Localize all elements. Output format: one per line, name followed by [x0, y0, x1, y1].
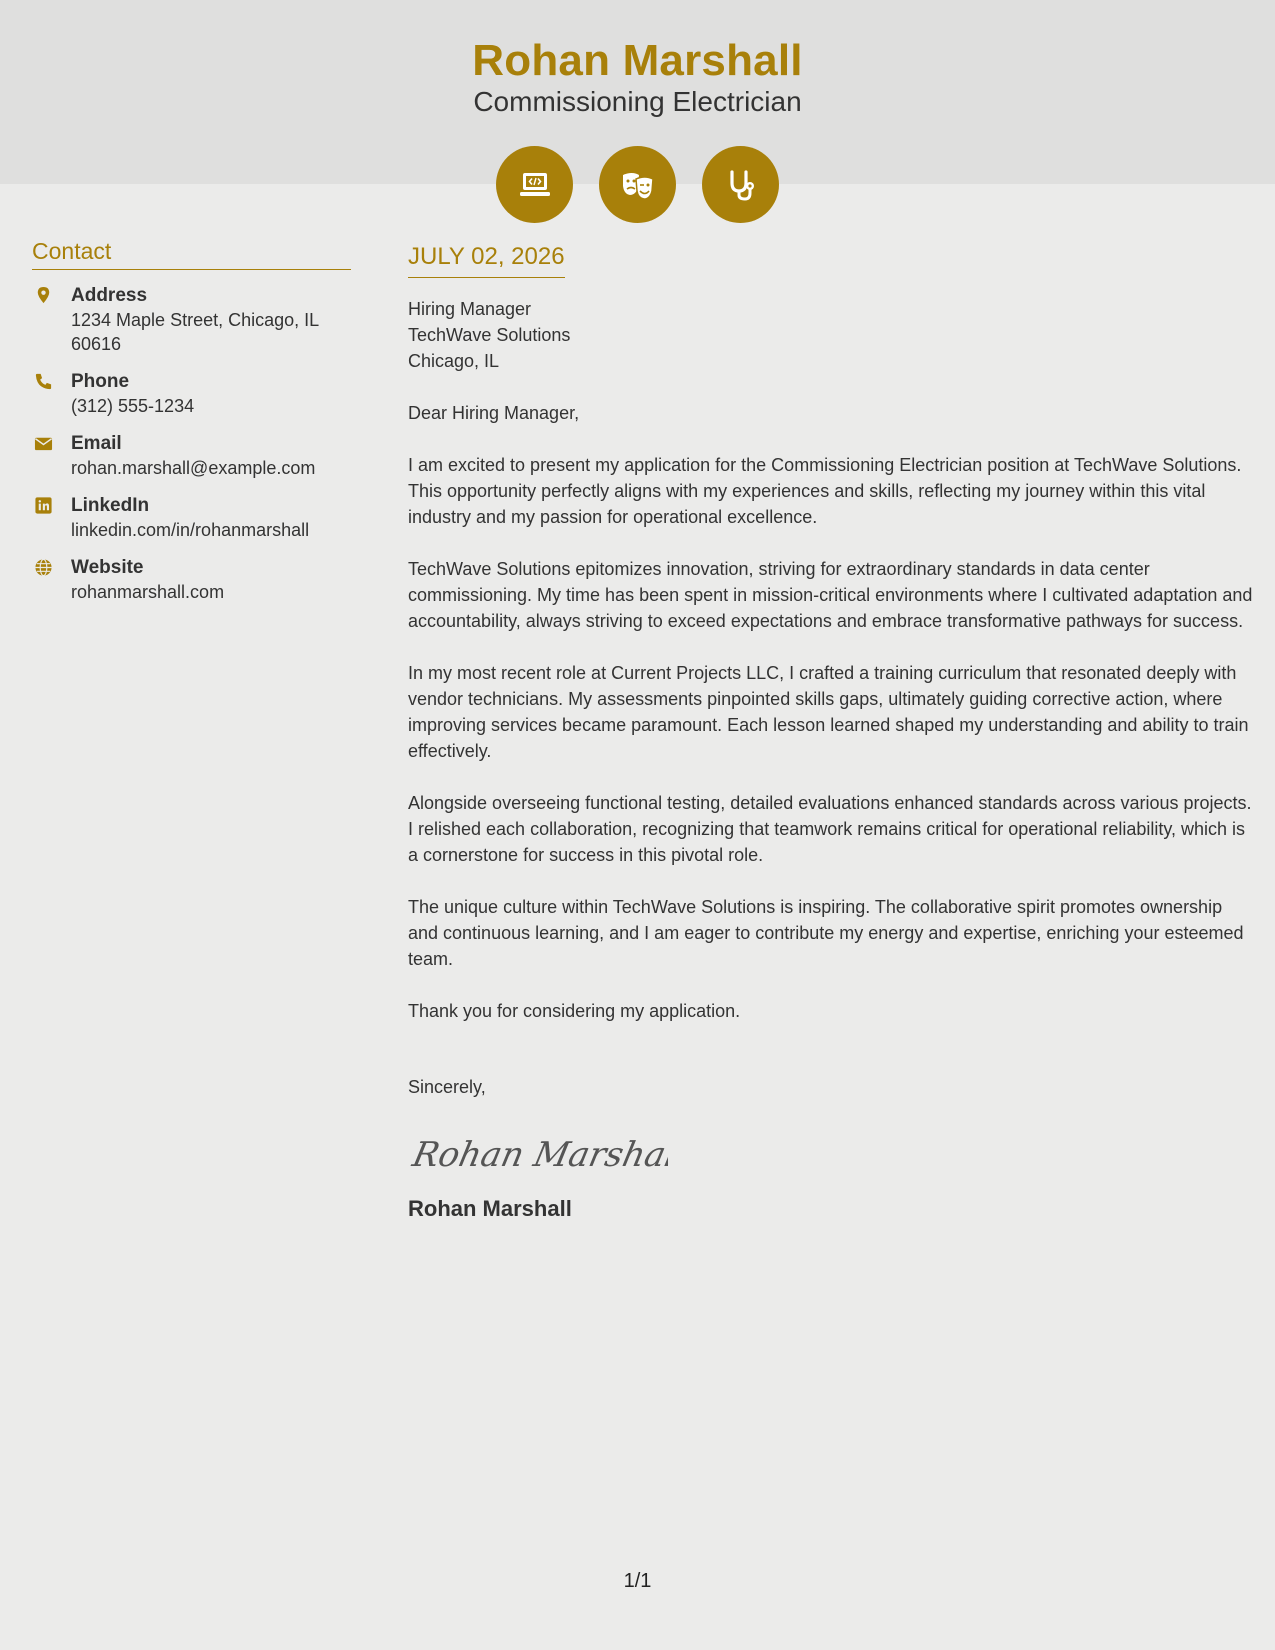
contact-heading: Contact	[32, 238, 351, 270]
body-paragraph: Alongside overseeing functional testing, detailed evaluations enhanced standards across various projects. I relished each collaboration, recognizing that teamwork remains critical for operational reliability, which is a cornerstone for success in this pivotal role.	[408, 793, 1252, 865]
page-number: 1/1	[623, 1570, 652, 1592]
email-label: Email	[71, 433, 122, 454]
svg-text:Rohan Marshall: Rohan Marshall	[409, 1135, 668, 1175]
body-paragraph: Thank you for considering my application.	[408, 1001, 741, 1021]
recipient-line: TechWave Solutions	[408, 325, 571, 345]
handwritten-signature	[408, 1124, 1253, 1180]
header-icon-row	[496, 146, 779, 223]
linkedin-icon	[34, 496, 53, 515]
website-label: Website	[71, 557, 144, 578]
body-paragraph: The unique culture within TechWave Solutions is inspiring. The collaborative spirit promotes ownership and continuous learning, and I am eager to contribute my energy and expertise, enriching your esteemed team.	[408, 897, 1244, 969]
closing: Sincerely,	[408, 1077, 486, 1097]
letter-body	[408, 238, 1253, 1222]
linkedin-label: LinkedIn	[71, 495, 150, 516]
recipient-block	[408, 296, 1253, 374]
address-value: 1234 Maple Street, Chicago, IL 60616	[71, 310, 319, 354]
contact-phone	[32, 370, 351, 418]
contact-address	[32, 284, 351, 356]
contact-linkedin	[32, 494, 351, 542]
body-paragraph: In my most recent role at Current Projects LLC, I crafted a training curriculum that resonated deeply with vendor technicians. My assessments pinpointed skills gaps, ultimately guiding corrective action, where improving services became paramount. Each lesson learned shaped my understanding and ability to train effectively.	[408, 663, 1249, 761]
body-paragraph: TechWave Solutions epitomizes innovation, striving for extraordinary standards in data center commissioning. My time has been spent in mission-critical environments where I cultivated adaptation and accountability, always striving to exceed expectations and embrace transformative pathways for success.	[408, 559, 1253, 631]
phone-value: (312) 555-1234	[71, 396, 195, 416]
contact-sidebar	[32, 238, 351, 604]
body-paragraph: I am excited to present my application for the Commissioning Electrician position at TechWave Solutions. This opportunity perfectly aligns with my experiences and skills, reflecting my journey within this vital industry and my passion for operational excellence.	[408, 455, 1242, 527]
applicant-name: Rohan Marshall	[472, 36, 803, 85]
signer-name: Rohan Marshall	[408, 1196, 572, 1221]
map-pin-icon	[34, 286, 53, 305]
contact-website	[32, 556, 351, 604]
phone-icon	[34, 372, 53, 391]
globe-icon	[34, 558, 53, 577]
job-title: Commissioning Electrician	[473, 86, 802, 117]
contact-email	[32, 432, 351, 480]
salutation: Dear Hiring Manager,	[408, 403, 580, 423]
theater-masks-icon	[599, 146, 676, 223]
envelope-icon	[34, 434, 53, 453]
phone-label: Phone	[71, 371, 130, 392]
letter-date: JULY 02, 2026	[408, 243, 565, 278]
email-value: rohan.marshall@example.com	[71, 458, 316, 478]
website-value: rohanmarshall.com	[71, 582, 225, 602]
recipient-line: Hiring Manager	[408, 299, 532, 319]
linkedin-value: linkedin.com/in/rohanmarshall	[71, 520, 310, 540]
stethoscope-icon	[702, 146, 779, 223]
recipient-line: Chicago, IL	[408, 351, 500, 371]
address-label: Address	[71, 285, 148, 306]
laptop-code-icon	[496, 146, 573, 223]
